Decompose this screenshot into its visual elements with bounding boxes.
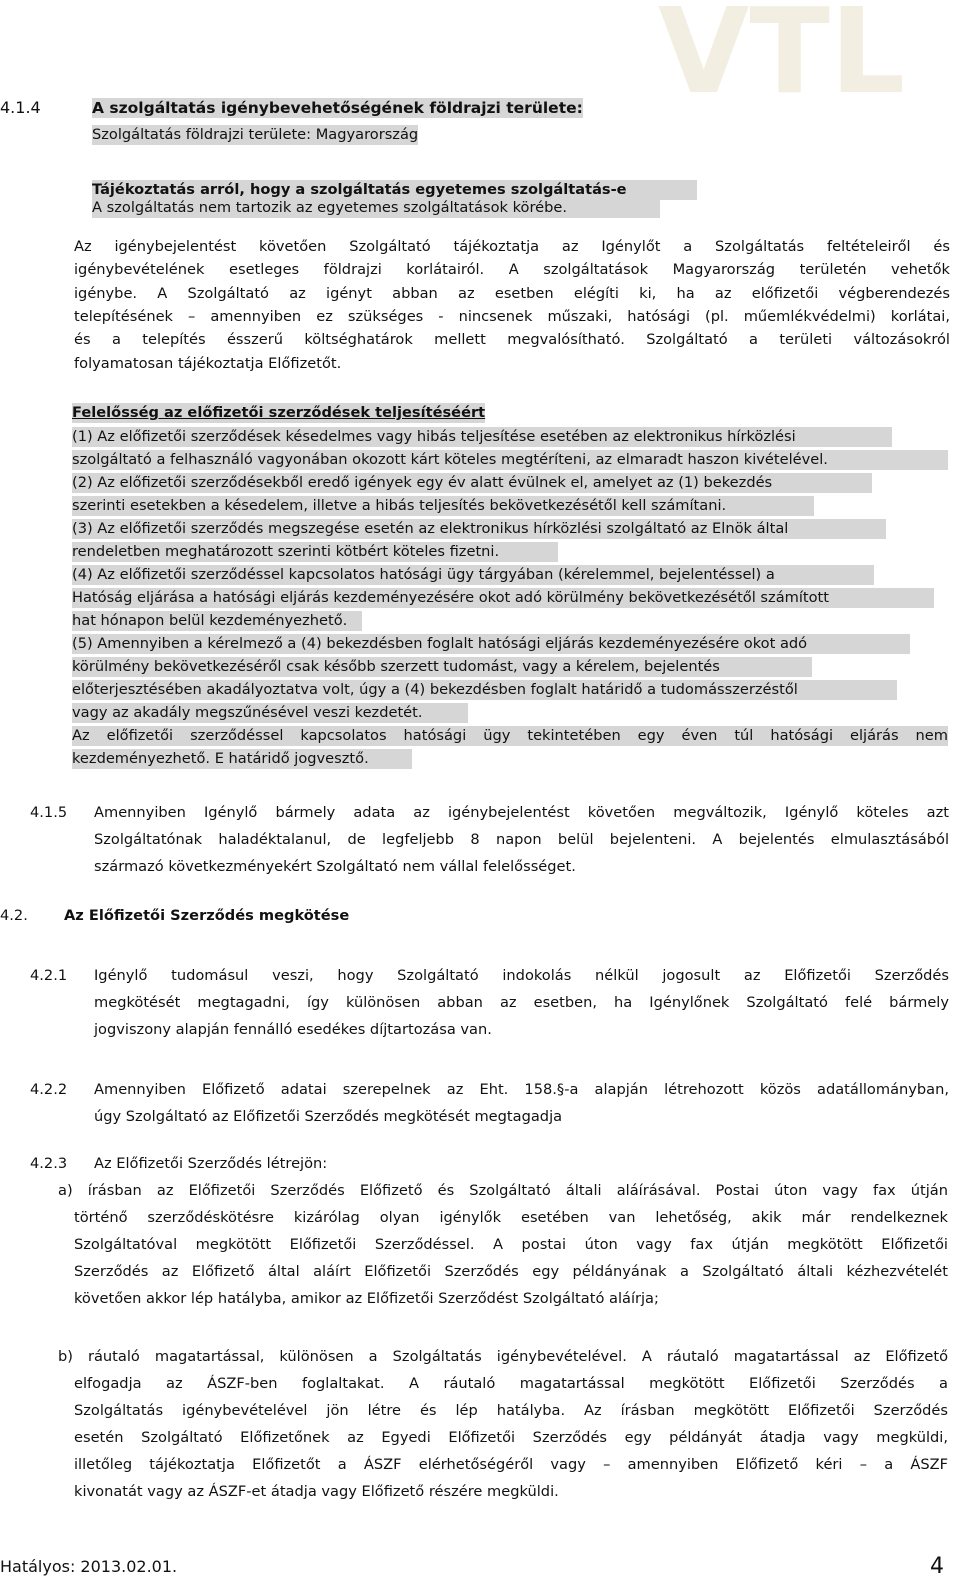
footer-effective-date: Hatályos: 2013.02.01.: [0, 1557, 178, 1576]
paragraph-line: Az igénybejelentést követően Szolgáltató tájékoztatja az Igénylőt a Szolgáltatás feltételeiről és: [74, 238, 950, 255]
paragraph-line: és a telepítés ésszerű költséghatárok mellett megvalósítható. Szolgáltató a területi változásokról: [74, 331, 950, 348]
paragraph-line: származó következményekért Szolgáltató nem vállal felelősséget.: [94, 858, 576, 875]
paragraph-line: úgy Szolgáltató az Előfizetői Szerződés megkötését megtagadja: [94, 1108, 563, 1125]
liability-line: kezdeményezhető. E határidő jogvesztő.: [72, 749, 412, 769]
section-number: 4.2.1: [30, 967, 68, 984]
liability-line: előterjesztésében akadályoztatva volt, úgy a (4) bekezdésben foglalt határidő a tudomásszerzéstől: [72, 680, 897, 700]
paragraph-line: igénybevételének esetleges földrajzi korlátairól. A szolgáltatások Magyarország területén vehetők: [74, 261, 950, 278]
liability-line: szolgáltató a felhasználó vagyonában okozott kárt köteles megtéríteni, az elmaradt haszon kivételével.: [72, 450, 948, 470]
watermark-text: VTL: [658, 0, 906, 98]
section-number: 4.2.: [0, 907, 28, 924]
liability-line: körülmény bekövetkezéséről csak később szerzett tudomást, vagy a kérelem, bejelentés: [72, 657, 812, 677]
liability-line: (3) Az előfizetői szerződés megszegése esetén az elektronikus hírközlési szolgáltató az Elnök által: [72, 519, 886, 539]
liability-line: (5) Amennyiben a kérelmező a (4) bekezdésben foglalt hatósági eljárás kezdeményezésére okot adó: [72, 634, 910, 654]
liability-line: Az előfizetői szerződéssel kapcsolatos hatósági ügy tekintetében egy éven túl hatósági eljárás nem: [72, 727, 948, 744]
item-line: a) írásban az Előfizetői Szerződés Előfizető és Szolgáltató általi aláírásával. Postai úton vagy fax útján: [58, 1182, 948, 1199]
paragraph-line: Szolgáltatónak haladéktalanul, de legfeljebb 8 napon belül bejelenteni. A bejelentés elmulasztásából: [94, 831, 949, 848]
section-number: 4.2.2: [30, 1081, 68, 1098]
liability-line: hat hónapon belül kezdeményezhető.: [72, 611, 362, 631]
paragraph-line: Amennyiben Előfizető adatai szerepelnek az Eht. 158.§-a alapján létrehozott közös adatállományban,: [94, 1081, 949, 1098]
section-number: 4.1.5: [30, 804, 68, 821]
vtl-watermark-logo: [658, 0, 918, 98]
item-line: Szolgáltatás igénybevételével jön létre és lép hatályba. Az írásban megkötött Előfizetői Szerződés: [74, 1402, 948, 1419]
paragraph-line: telepítésének – amennyiben ez szükséges - nincsenek műszaki, hatósági (pl. műemlékvédelmi) korlátai,: [74, 308, 950, 325]
item-line: követően akkor lép hatályba, amikor az Előfizetői Szerződést Szolgáltató aláírja;: [74, 1290, 659, 1307]
section-number: 4.2.3: [30, 1155, 68, 1172]
section-title: Az Előfizetői Szerződés megkötése: [64, 907, 350, 924]
item-line: esetén Szolgáltató Előfizetőnek az Egyedi Előfizetői Szerződés egy példányát átadja vagy megküldi,: [74, 1429, 948, 1446]
paragraph-line: folyamatosan tájékoztatja Előfizetőt.: [74, 355, 342, 372]
universal-service-title: Tájékoztatás arról, hogy a szolgáltatás egyetemes szolgáltatás-e: [92, 180, 697, 200]
paragraph-line: igénybe. A Szolgáltató az igényt abban az esetben elégíti ki, ha az előfizetői végberendezés: [74, 285, 950, 302]
liability-line: szerinti esetekben a késedelem, illetve a hibás teljesítés bekövetkezésétől kell számítani.: [72, 496, 814, 516]
section-title: A szolgáltatás igénybevehetőségének földrajzi területe:: [92, 99, 583, 117]
paragraph-line: megkötését megtagadni, így különösen abban az esetben, ha Igénylőnek Szolgáltató felé bármely: [94, 994, 949, 1011]
item-line: elfogadja az ÁSZF-ben foglaltakat. A ráutaló magatartással megkötött Előfizetői Szerződés a: [74, 1375, 948, 1392]
section-number: 4.1.4: [0, 98, 41, 117]
item-line: illetőleg tájékoztatja Előfizetőt a ÁSZF elérhetőségéről vagy – amennyiben Előfizető kéri – a ÁSZF: [74, 1456, 948, 1473]
item-line: történő szerződéskötésre kizárólag olyan igénylők esetében van lehetőség, akik már rendelkeznek: [74, 1209, 948, 1226]
universal-service-text: A szolgáltatás nem tartozik az egyetemes szolgáltatások körébe.: [92, 198, 660, 218]
paragraph-line: Igénylő tudomásul veszi, hogy Szolgáltató indokolás nélkül jogosult az Előfizetői Szerződés: [94, 967, 949, 984]
liability-line: (4) Az előfizetői szerződéssel kapcsolatos hatósági ügy tárgyában (kérelemmel, bejelentéssel) a: [72, 565, 874, 585]
paragraph-line: jogviszony alapján fennálló esedékes díjtartozása van.: [94, 1021, 492, 1038]
footer-page-number: 4: [930, 1554, 944, 1579]
liability-line: (2) Az előfizetői szerződésekből eredő igények egy év alatt évülnek el, amelyet az (1) bekezdés: [72, 473, 872, 493]
item-line: kivonatát vagy az ÁSZF-et átadja vagy Előfizető részére megküldi.: [74, 1483, 559, 1500]
liability-line: rendeletben meghatározott szerinti kötbért köteles fizetni.: [72, 542, 558, 562]
liability-line: Hatóság eljárása a hatósági eljárás kezdeményezésére okot adó körülmény bekövetkezésétől számított: [72, 588, 934, 608]
item-line: Szerződés az Előfizető által aláírt Előfizetői Szerződés egy példányának a Szolgáltató általi kézhezvételét: [74, 1263, 948, 1280]
liability-title: Felelősség az előfizetői szerződések teljesítéséért: [72, 404, 486, 421]
paragraph-line: Amennyiben Igénylő bármely adata az igénybejelentést követően megváltozik, Igénylő köteles azt: [94, 804, 949, 821]
paragraph-intro: Az Előfizetői Szerződés létrejön:: [94, 1155, 328, 1172]
liability-line: (1) Az előfizetői szerződések késedelmes vagy hibás teljesítése esetében az elektronikus hírközlési: [72, 427, 892, 447]
liability-line: vagy az akadály megszűnésével veszi kezdetét.: [72, 703, 468, 723]
item-line: Szolgáltatóval megkötött Előfizetői Szerződéssel. A postai úton vagy fax útján megkötött Előfizetői: [74, 1236, 948, 1253]
service-area: Szolgáltatás földrajzi területe: Magyarország: [92, 126, 419, 143]
item-line: b) ráutaló magatartással, különösen a Szolgáltatás igénybevételével. A ráutaló magatartással az Előfizető: [58, 1348, 948, 1365]
